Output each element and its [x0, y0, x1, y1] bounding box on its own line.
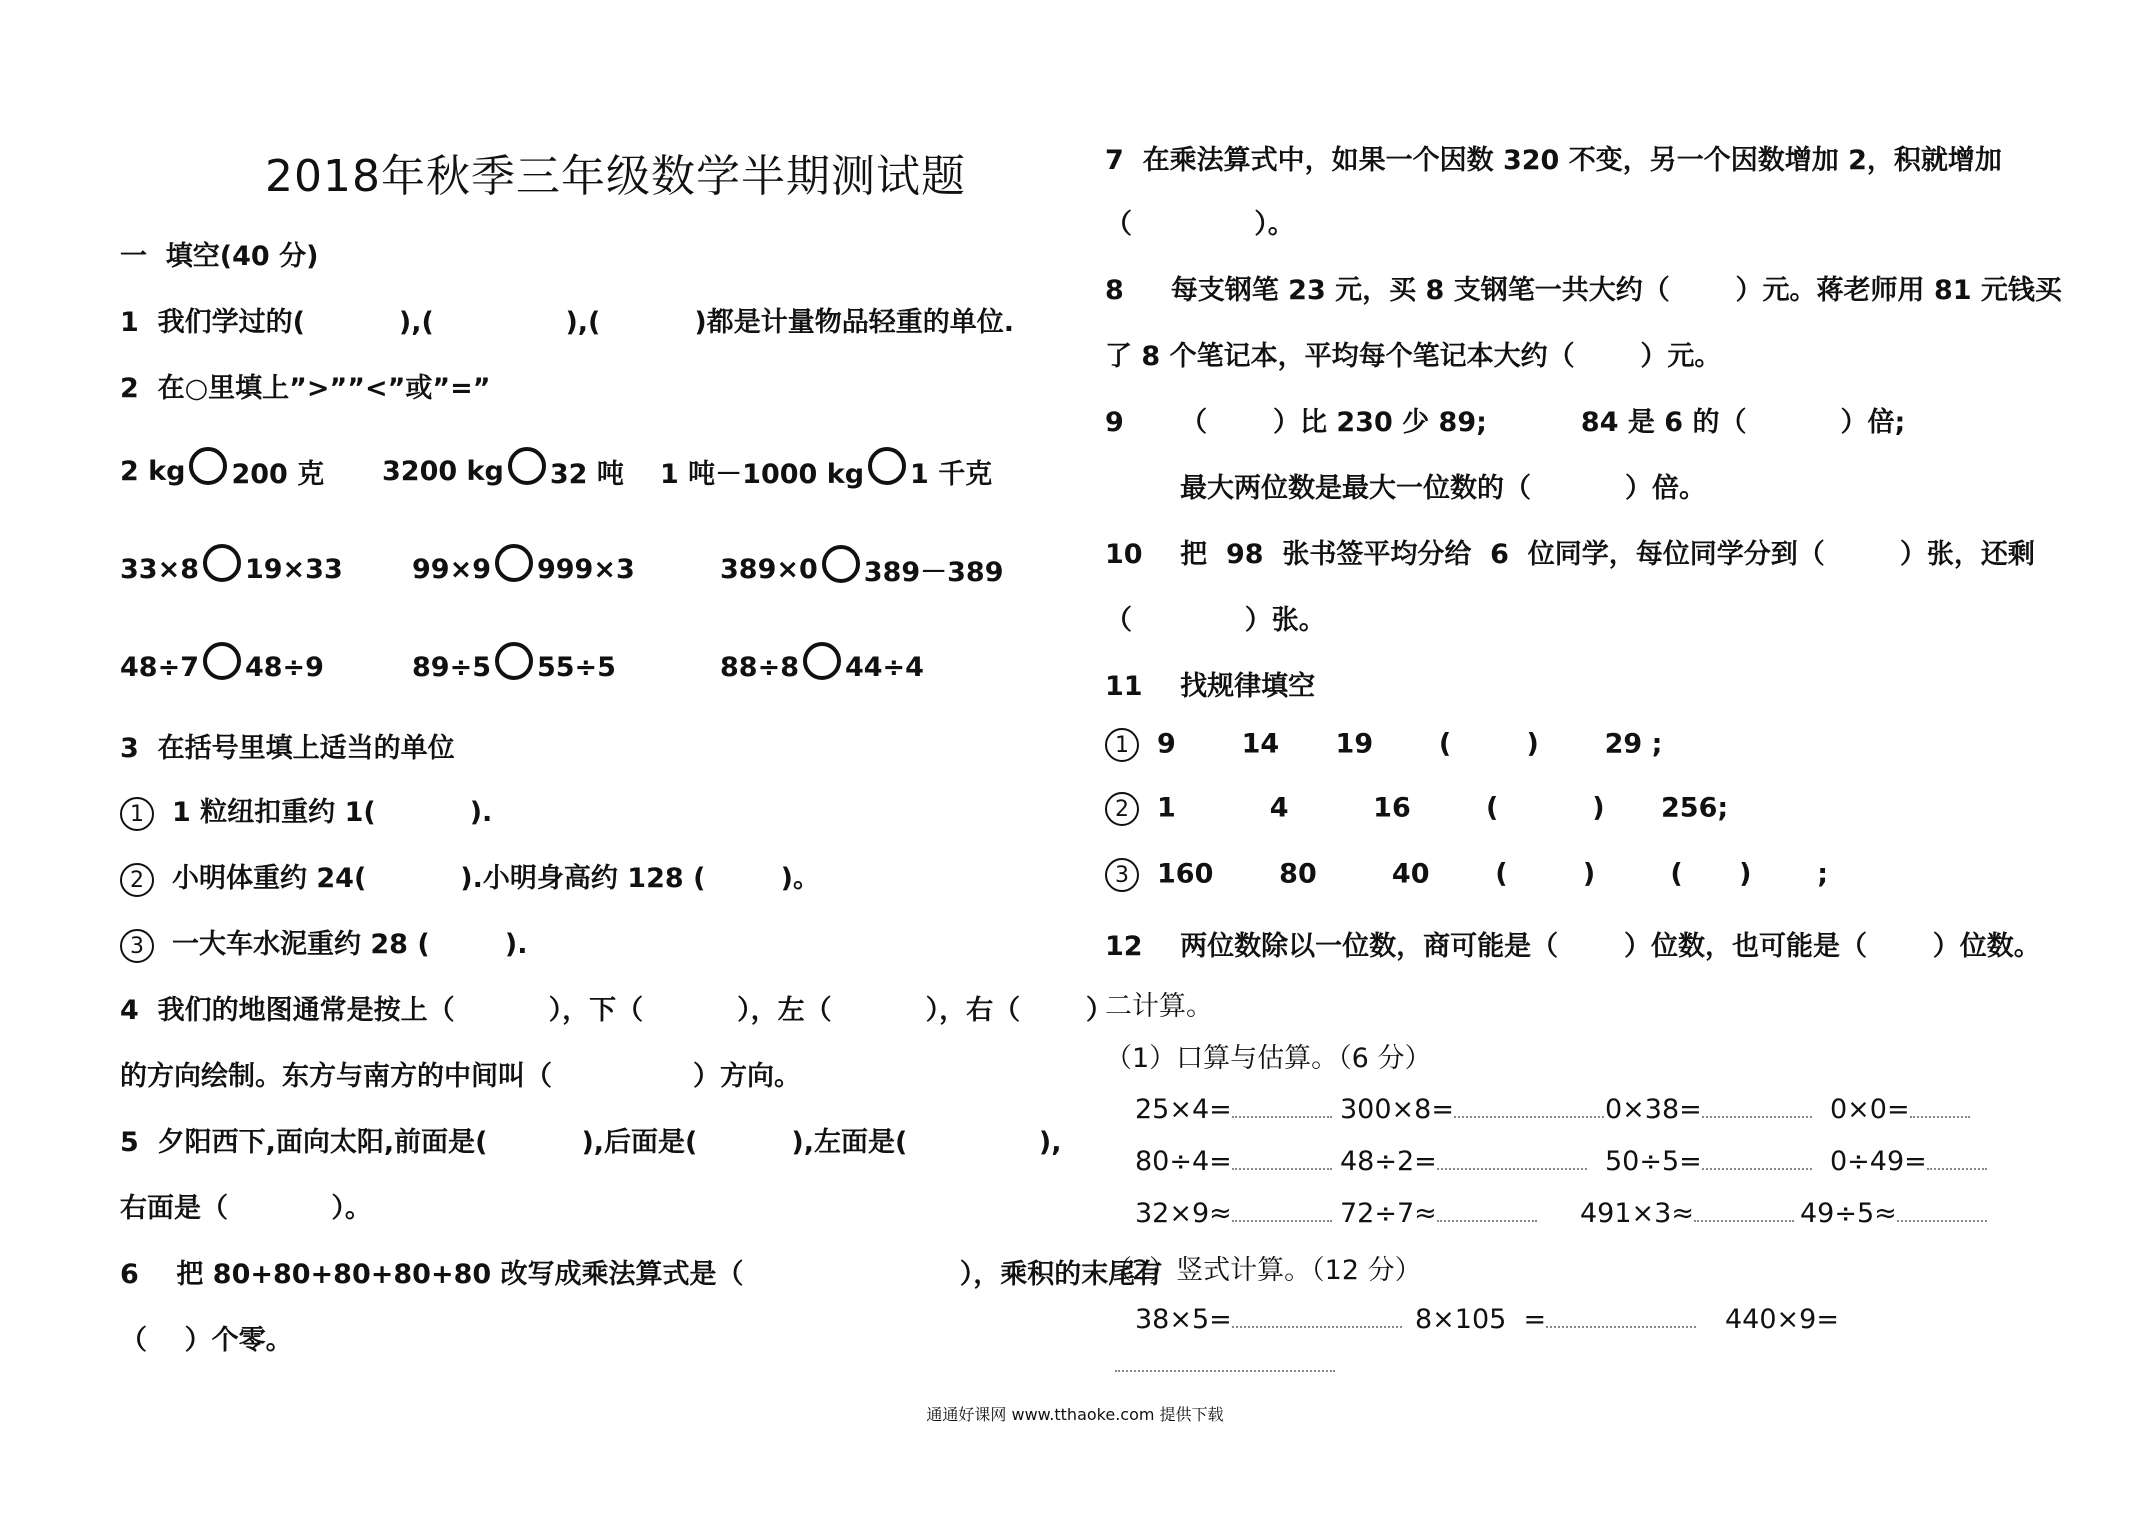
- blank-circle[interactable]: [822, 545, 860, 583]
- circled-number: 1: [120, 797, 154, 831]
- question-11-item: [1105, 858, 1828, 892]
- question-11-item: [1105, 728, 1662, 762]
- question-5-line-2: 右面是（ ）。: [120, 1193, 372, 1224]
- question-4-line-2: 的方向绘制。东方与南方的中间叫（ ）方向。: [120, 1061, 801, 1092]
- blank-circle[interactable]: [189, 447, 227, 485]
- question-3-item: [120, 790, 492, 831]
- question-7-line-1: 7 在乘法算式中，如果一个因数 320 不变，另一个因数增加 2，积就增加: [1105, 145, 2002, 176]
- question-10-line-1: 10 把 98 张书签平均分给 6 位同学，每位同学分到（ ）张，还剩: [1105, 539, 2035, 570]
- oral-item: [1340, 1198, 1537, 1229]
- circled-number: 2: [120, 863, 154, 897]
- compare-item: [120, 452, 324, 491]
- compare-right: 19×33: [244, 553, 343, 585]
- compare-item: [412, 550, 635, 588]
- answer-blank[interactable]: [1232, 1100, 1332, 1118]
- question-8-line-1: 8 每支钢笔 23 元，买 8 支钢笔一共大约（ ）元。蒋老师用 81 元钱买: [1105, 275, 2062, 306]
- compare-item: [720, 550, 1004, 589]
- question-3: 3 在括号里填上适当的单位: [120, 733, 455, 764]
- question-4-line-1: 4 我们的地图通常是按上（ ），下（ ），左（ ），右（ ）: [120, 995, 1113, 1026]
- circled-number: 1: [1105, 728, 1139, 762]
- question-11: 11 找规律填空: [1105, 671, 1316, 702]
- compare-left: 1 吨－1000 kg: [660, 459, 865, 490]
- oral-item: [1580, 1198, 1794, 1229]
- circled-number: 2: [1105, 792, 1139, 826]
- blank-circle[interactable]: [508, 447, 546, 485]
- expression: 0÷49=: [1830, 1146, 1927, 1177]
- compare-item: [382, 452, 624, 491]
- oral-item: [1605, 1146, 1812, 1177]
- oral-item: [1135, 1198, 1332, 1229]
- question-2: 2 在○里填上”>””<”或”=”: [120, 373, 491, 404]
- answer-blank[interactable]: [1927, 1152, 1987, 1170]
- compare-left: 89÷5: [412, 651, 491, 683]
- page-title: 2018年秋季三年级数学半期测试题: [265, 151, 966, 202]
- question-7-line-2: （ ）。: [1105, 209, 1295, 240]
- expression: 50÷5=: [1605, 1146, 1702, 1177]
- item-text: 小明体重约 24( ).小明身高约 128 ( )。: [172, 863, 820, 894]
- expression: 48÷2=: [1340, 1146, 1437, 1177]
- answer-blank[interactable]: [1115, 1370, 1335, 1372]
- compare-right: 48÷9: [244, 651, 324, 683]
- question-1: 1 我们学过的( ),( ),( )都是计量物品轻重的单位.: [120, 307, 1014, 338]
- answer-blank[interactable]: [1897, 1204, 1987, 1222]
- expression: 8×105 =: [1415, 1304, 1547, 1335]
- question-8-line-2: 了 8 个笔记本，平均每个笔记本大约（ ）元。: [1105, 341, 1722, 372]
- item-text: 1 4 16 ( ) 256;: [1157, 792, 1729, 824]
- question-6-line-1: 6 把 80+80+80+80+80 改写成乘法算式是（ ），乘积的末尾有: [120, 1259, 1163, 1290]
- item-text: 160 80 40 ( ) ( ) ;: [1157, 858, 1829, 890]
- answer-blank[interactable]: [1454, 1100, 1604, 1118]
- item-text: 一大车水泥重约 28 ( ).: [172, 929, 528, 960]
- answer-blank[interactable]: [1232, 1204, 1332, 1222]
- expression: 300×8=: [1340, 1094, 1454, 1125]
- oral-item: [1135, 1146, 1332, 1177]
- expression: 49÷5≈: [1800, 1198, 1897, 1229]
- oral-item: [1135, 1094, 1332, 1125]
- question-6-line-2: （ ）个零。: [120, 1325, 293, 1356]
- compare-left: 99×9: [412, 553, 491, 585]
- compare-right: 32 吨: [549, 459, 624, 490]
- compare-right: 55÷5: [536, 651, 616, 683]
- compare-left: 48÷7: [120, 651, 199, 683]
- blank-circle[interactable]: [803, 642, 841, 680]
- compare-right: 44÷4: [844, 651, 924, 683]
- question-9-line-2: 最大两位数是最大一位数的（ ）倍。: [1180, 473, 1706, 504]
- expression: 491×3≈: [1580, 1198, 1694, 1229]
- compare-item: [120, 648, 324, 686]
- blank-circle[interactable]: [495, 642, 533, 680]
- oral-item: [1340, 1146, 1587, 1177]
- oral-item: [1830, 1146, 1987, 1177]
- blank-circle[interactable]: [868, 447, 906, 485]
- vertical-item: [1725, 1304, 1839, 1335]
- answer-blank[interactable]: [1546, 1310, 1696, 1328]
- answer-blank[interactable]: [1702, 1100, 1812, 1118]
- oral-item: [1340, 1094, 1604, 1125]
- question-3-item: [120, 922, 528, 963]
- expression: 25×4=: [1135, 1094, 1232, 1125]
- item-text: 1 粒纽扣重约 1( ).: [172, 797, 493, 828]
- question-5-line-1: 5 夕阳西下,面向太阳,前面是( ),后面是( ),左面是( ),: [120, 1127, 1062, 1158]
- expression: 32×9≈: [1135, 1198, 1232, 1229]
- oral-item: [1830, 1094, 1970, 1125]
- question-9-line-1: 9 （ ）比 230 少 89; 84 是 6 的（ ）倍;: [1105, 407, 1906, 438]
- answer-blank[interactable]: [1694, 1204, 1794, 1222]
- answer-blank[interactable]: [1232, 1152, 1332, 1170]
- compare-left: 88÷8: [720, 651, 799, 683]
- compare-item: [720, 648, 924, 686]
- compare-left: 2 kg: [120, 456, 186, 487]
- compare-item: [120, 550, 343, 588]
- compare-left: 389×0: [720, 554, 818, 585]
- item-text: 9 14 19 ( ) 29 ;: [1157, 728, 1663, 760]
- expression: 72÷7≈: [1340, 1198, 1437, 1229]
- vertical-item: [1415, 1304, 1696, 1335]
- compare-item: [660, 452, 992, 491]
- compare-left: 33×8: [120, 553, 199, 585]
- expression: 0×38=: [1605, 1094, 1702, 1125]
- oral-item: [1800, 1198, 1987, 1229]
- blank-circle[interactable]: [203, 642, 241, 680]
- section-calc-heading: 二计算。: [1105, 991, 1213, 1022]
- answer-blank[interactable]: [1437, 1152, 1587, 1170]
- circled-number: 3: [1105, 858, 1139, 892]
- blank-circle[interactable]: [495, 544, 533, 582]
- compare-right: 999×3: [536, 553, 635, 585]
- expression: 38×5=: [1135, 1304, 1232, 1335]
- answer-blank[interactable]: [1910, 1100, 1970, 1118]
- vertical-item: [1135, 1304, 1402, 1335]
- question-10-line-2: （ ）张。: [1105, 605, 1326, 636]
- expression: 80÷4=: [1135, 1146, 1232, 1177]
- compare-right: 1 千克: [910, 459, 993, 490]
- question-11-item: [1105, 792, 1728, 826]
- compare-right: 389－389: [863, 557, 1004, 588]
- compare-left: 3200 kg: [382, 456, 504, 487]
- expression: 0×0=: [1830, 1094, 1910, 1125]
- footer-credit: 通通好课网 www.tthaoke.com 提供下载: [926, 1405, 1224, 1424]
- compare-right: 200 克: [231, 459, 325, 490]
- blank-circle[interactable]: [203, 544, 241, 582]
- question-3-item: [120, 856, 820, 897]
- circled-number: 3: [120, 929, 154, 963]
- expression: 440×9=: [1725, 1304, 1839, 1335]
- oral-calc-heading: （1）口算与估算。（6 分）: [1105, 1043, 1432, 1074]
- answer-blank[interactable]: [1702, 1152, 1812, 1170]
- answer-blank[interactable]: [1232, 1310, 1402, 1328]
- answer-blank[interactable]: [1437, 1204, 1537, 1222]
- vertical-calc-heading: （2）竖式计算。（12 分）: [1105, 1255, 1422, 1286]
- question-12: 12 两位数除以一位数，商可能是（ ）位数，也可能是（ ）位数。: [1105, 931, 2041, 962]
- section-fill-blank-heading: 一 填空(40 分): [120, 241, 319, 272]
- compare-item: [412, 648, 616, 686]
- oral-item: [1605, 1094, 1812, 1125]
